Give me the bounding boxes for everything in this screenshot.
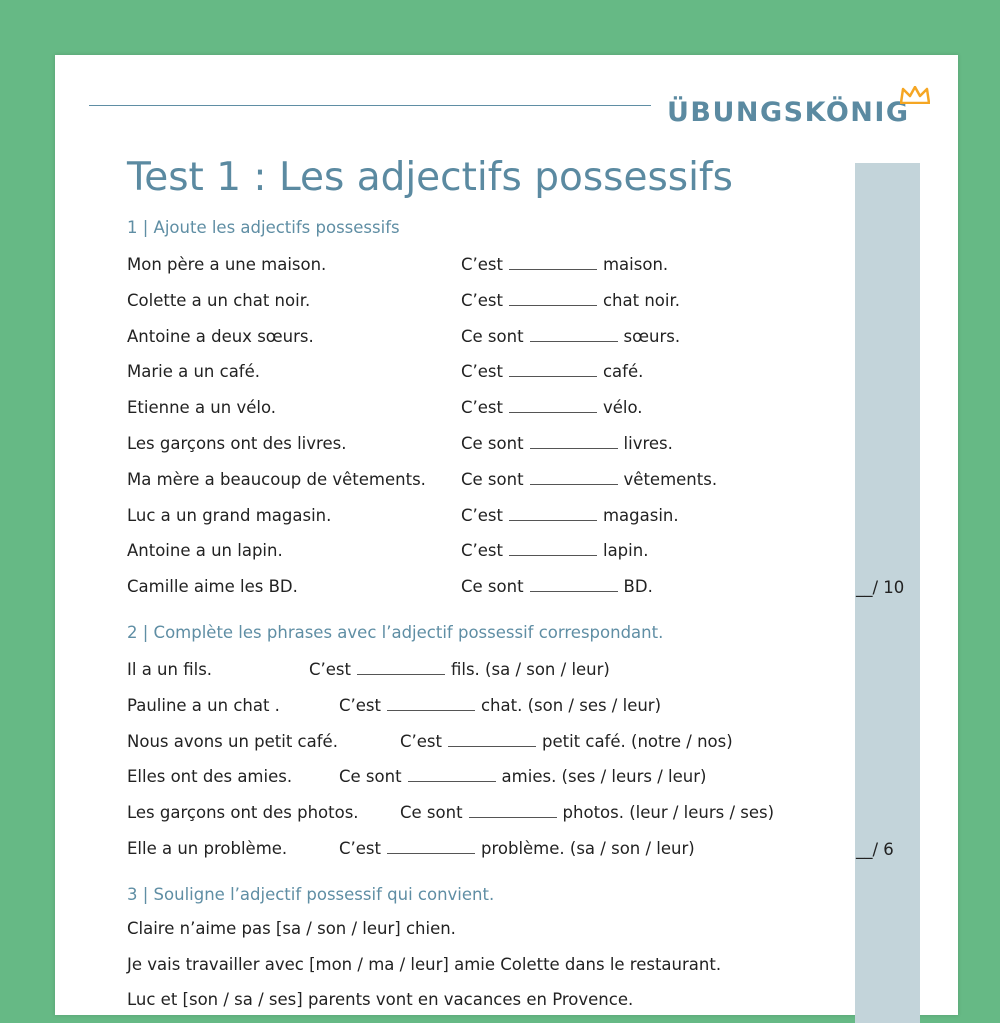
answer-prefix: C’est bbox=[461, 362, 503, 382]
answer-line bbox=[339, 767, 706, 786]
brand-logo: ÜBUNGSKÖNIG bbox=[667, 97, 910, 128]
answer-line bbox=[400, 732, 733, 751]
section-3-line: Luc et [son / sa / ses] parents vont en vacances en Provence. bbox=[127, 990, 634, 1009]
answer-prefix: C’est bbox=[339, 695, 381, 715]
answer-line bbox=[461, 434, 673, 453]
section-2-heading: 2 | Complète les phrases avec l’adjectif possessif correspondant. bbox=[127, 623, 664, 642]
exercise-sentence: Marie a un café. bbox=[127, 362, 261, 382]
answer-suffix: BD. bbox=[623, 577, 653, 597]
answer-suffix: fils. (sa / son / leur) bbox=[450, 660, 610, 679]
answer-suffix: lapin. bbox=[602, 541, 649, 561]
answer-line bbox=[461, 362, 643, 381]
section-1-heading: 1 | Ajoute les adjectifs possessifs bbox=[127, 218, 400, 237]
answer-suffix: sœurs. bbox=[623, 326, 681, 346]
answer-suffix: maison. bbox=[602, 255, 669, 274]
answer-prefix: C’est bbox=[461, 505, 503, 525]
answer-line bbox=[461, 327, 680, 346]
section-3-line: Je vais travailler avec [mon / ma / leur] amie Colette dans le restaurant. bbox=[127, 955, 722, 974]
answer-blank[interactable] bbox=[530, 434, 618, 449]
answer-blank[interactable] bbox=[357, 660, 445, 675]
answer-line bbox=[461, 470, 717, 489]
exercise-sentence: Elle a un problème. bbox=[127, 839, 288, 858]
exercise-sentence: Les garçons ont des livres. bbox=[127, 434, 347, 453]
answer-blank[interactable] bbox=[387, 696, 475, 711]
answer-suffix: vélo. bbox=[602, 398, 643, 418]
answer-suffix: amies. (ses / leurs / leur) bbox=[501, 767, 707, 787]
answer-blank[interactable] bbox=[509, 541, 597, 556]
section-3-heading: 3 | Souligne l’adjectif possessif qui convient. bbox=[127, 885, 495, 904]
answer-line bbox=[461, 255, 668, 274]
answer-line bbox=[461, 506, 679, 525]
answer-prefix: Ce sont bbox=[461, 434, 524, 453]
answer-suffix: problème. (sa / son / leur) bbox=[480, 839, 695, 858]
answer-blank[interactable] bbox=[530, 577, 618, 592]
exercise-sentence: Pauline a un chat . bbox=[127, 695, 280, 715]
answer-prefix: C’est bbox=[461, 541, 503, 561]
answer-line bbox=[461, 541, 648, 560]
answer-blank[interactable] bbox=[387, 839, 475, 854]
answer-blank[interactable] bbox=[530, 327, 618, 342]
answer-blank[interactable] bbox=[469, 803, 557, 818]
answer-blank[interactable] bbox=[509, 291, 597, 306]
answer-suffix: vêtements. bbox=[623, 469, 718, 489]
answer-suffix: petit café. (notre / nos) bbox=[541, 731, 733, 751]
answer-prefix: Ce sont bbox=[461, 577, 524, 597]
section-1-score: __/ 10 bbox=[856, 578, 905, 597]
worksheet-page bbox=[55, 55, 958, 1015]
answer-prefix: C’est bbox=[339, 839, 381, 858]
answer-prefix: C’est bbox=[461, 398, 503, 418]
exercise-sentence: Elles ont des amies. bbox=[127, 767, 293, 787]
answer-suffix: café. bbox=[602, 362, 644, 382]
exercise-sentence: Mon père a une maison. bbox=[127, 255, 327, 274]
answer-prefix: Ce sont bbox=[461, 469, 524, 489]
section-2-score: __/ 6 bbox=[856, 840, 894, 859]
answer-line bbox=[461, 291, 680, 310]
exercise-sentence: Ma mère a beaucoup de vêtements. bbox=[127, 469, 426, 489]
answer-suffix: chat. (son / ses / leur) bbox=[480, 695, 662, 715]
answer-blank[interactable] bbox=[448, 732, 536, 747]
page-title: Test 1 : Les adjectifs possessifs bbox=[127, 155, 733, 200]
answer-blank[interactable] bbox=[530, 470, 618, 485]
section-3-line: Claire n’aime pas [sa / son / leur] chien. bbox=[127, 919, 456, 938]
exercise-sentence: Etienne a un vélo. bbox=[127, 398, 277, 418]
answer-suffix: magasin. bbox=[602, 505, 679, 525]
answer-suffix: livres. bbox=[623, 434, 673, 453]
exercise-sentence: Antoine a deux sœurs. bbox=[127, 326, 314, 346]
exercise-sentence: Les garçons ont des photos. bbox=[127, 803, 359, 823]
header-rule bbox=[89, 105, 651, 106]
answer-line bbox=[400, 803, 774, 822]
answer-prefix: C’est bbox=[400, 731, 442, 751]
answer-prefix: Ce sont bbox=[461, 326, 524, 346]
answer-line bbox=[461, 577, 653, 596]
answer-line bbox=[461, 398, 643, 417]
answer-blank[interactable] bbox=[408, 767, 496, 782]
answer-prefix: C’est bbox=[461, 255, 503, 274]
exercise-sentence: Nous avons un petit café. bbox=[127, 731, 338, 751]
answer-prefix: C’est bbox=[461, 290, 503, 310]
exercise-sentence: Camille aime les BD. bbox=[127, 577, 298, 597]
exercise-sentence: Antoine a un lapin. bbox=[127, 541, 283, 561]
answer-line bbox=[339, 839, 695, 858]
answer-prefix: Ce sont bbox=[339, 767, 402, 787]
answer-blank[interactable] bbox=[509, 398, 597, 413]
answer-line bbox=[339, 696, 661, 715]
exercise-sentence: Il a un fils. bbox=[127, 660, 213, 679]
answer-line bbox=[309, 660, 610, 679]
answer-prefix: C’est bbox=[309, 660, 351, 679]
answer-prefix: Ce sont bbox=[400, 803, 463, 823]
answer-suffix: photos. (leur / leurs / ses) bbox=[562, 803, 775, 823]
answer-blank[interactable] bbox=[509, 255, 597, 270]
crown-icon bbox=[900, 86, 930, 104]
answer-suffix: chat noir. bbox=[602, 290, 680, 310]
answer-blank[interactable] bbox=[509, 506, 597, 521]
answer-blank[interactable] bbox=[509, 362, 597, 377]
exercise-sentence: Luc a un grand magasin. bbox=[127, 505, 332, 525]
exercise-sentence: Colette a un chat noir. bbox=[127, 290, 311, 310]
